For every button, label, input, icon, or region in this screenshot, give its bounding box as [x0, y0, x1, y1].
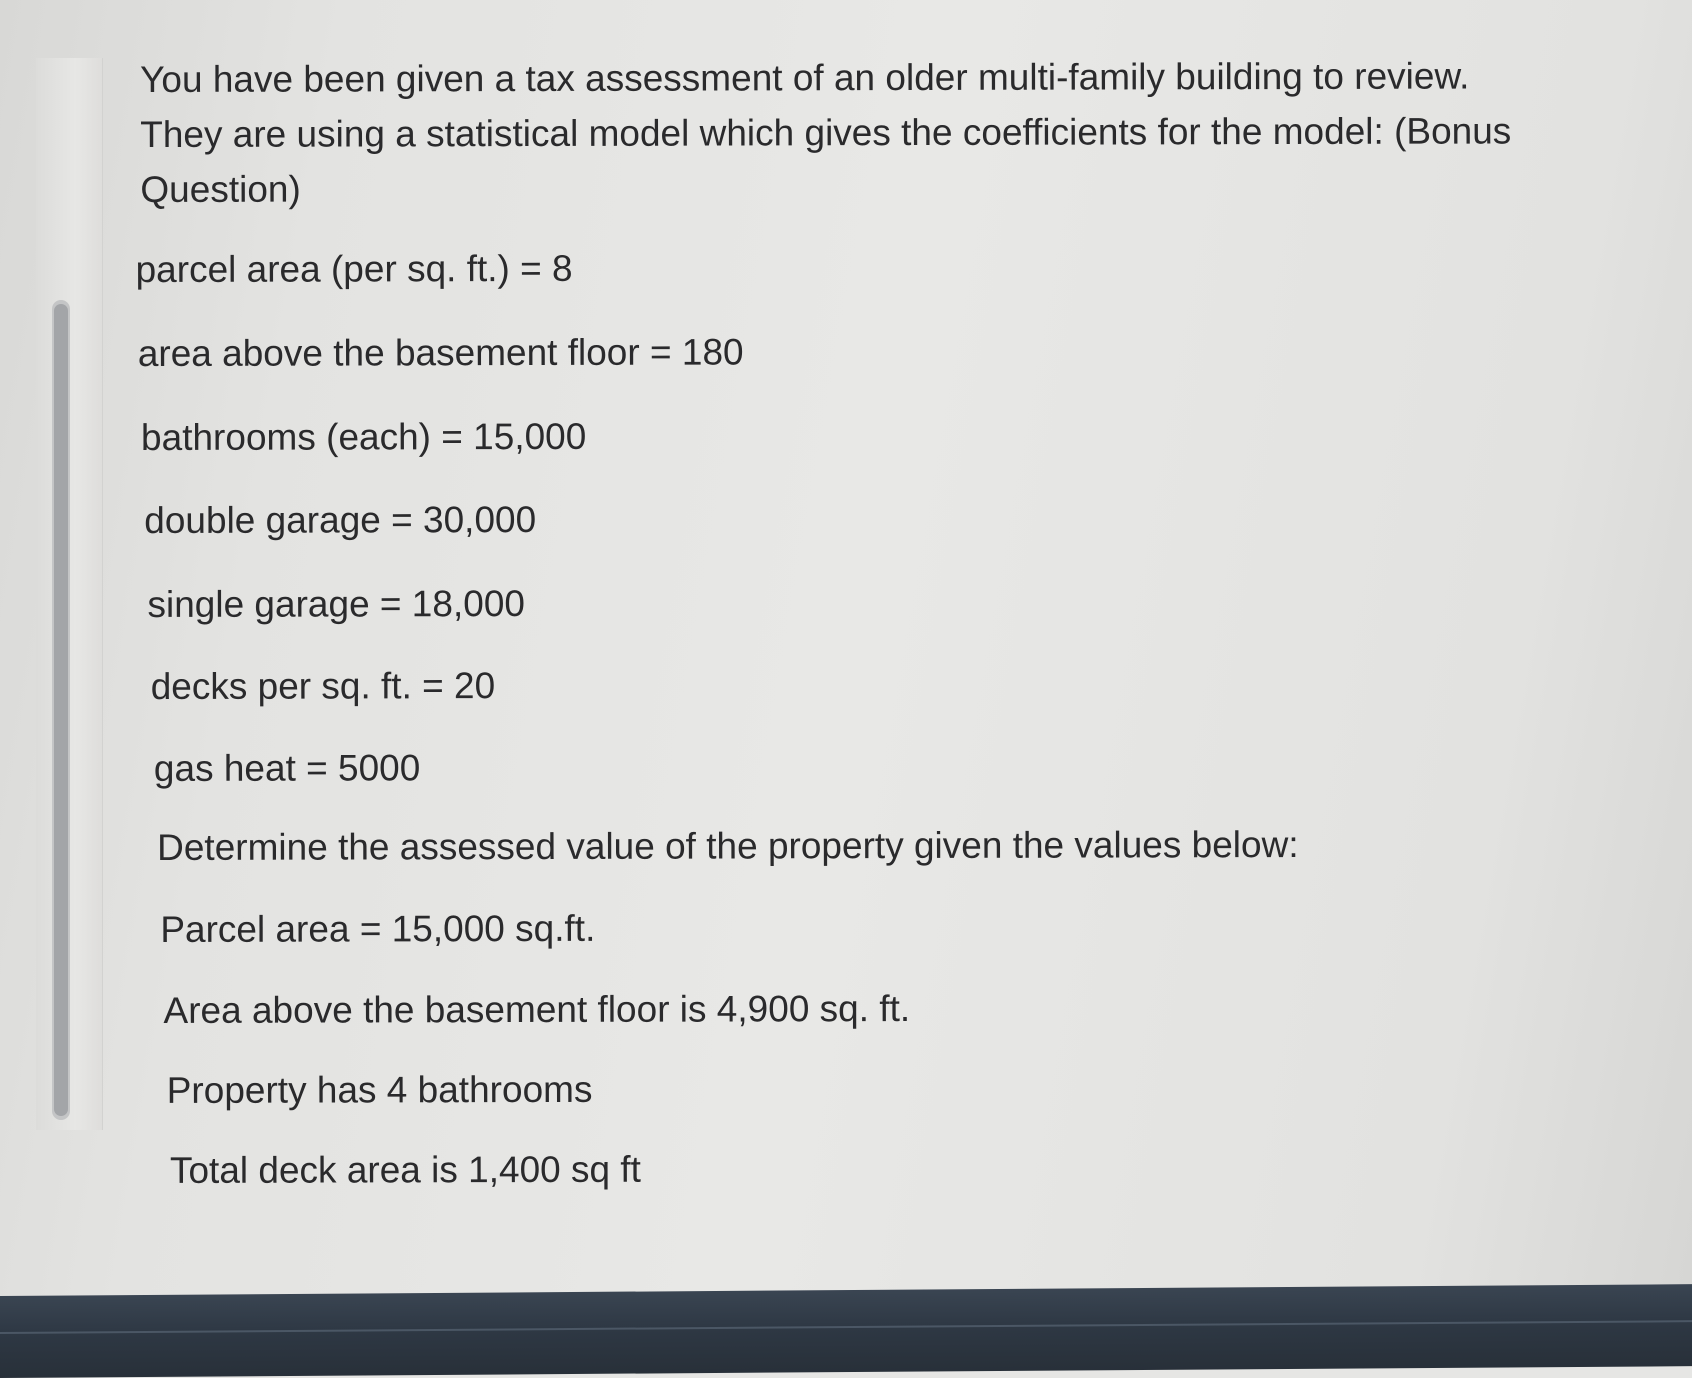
given-bathrooms: Property has 4 bathrooms: [166, 1068, 593, 1111]
bezel-divider: [0, 1320, 1692, 1334]
question-intro: You have been given a tax assessment of an older multi-family building to review. They are using a statistical model which gives the coefficients for the model: (Bonus Question): [140, 55, 1512, 210]
question-content: [135, 48, 1560, 1191]
given-deck-area: Total deck area is 1,400 sq ft: [169, 1148, 641, 1191]
given-area-above-basement: Area above the basement floor is 4,900 sq. ft.: [163, 987, 911, 1031]
coefficient-parcel-area: parcel area (per sq. ft.) = 8: [135, 247, 573, 291]
coefficient-area-above-basement: area above the basement floor = 180: [137, 331, 744, 375]
given-parcel-area: Parcel area = 15,000 sq.ft.: [160, 907, 596, 950]
scrollbar-thumb[interactable]: [54, 304, 68, 1116]
laptop-bezel: [0, 1284, 1692, 1378]
question-prompt: Determine the assessed value of the property given the values below:: [157, 823, 1299, 868]
coefficient-decks: decks per sq. ft. = 20: [150, 665, 496, 707]
coefficient-bathrooms: bathrooms (each) = 15,000: [140, 415, 587, 458]
coefficient-single-garage: single garage = 18,000: [147, 582, 525, 625]
coefficient-double-garage: double garage = 30,000: [144, 498, 537, 541]
coefficient-gas-heat: gas heat = 5000: [153, 747, 421, 789]
